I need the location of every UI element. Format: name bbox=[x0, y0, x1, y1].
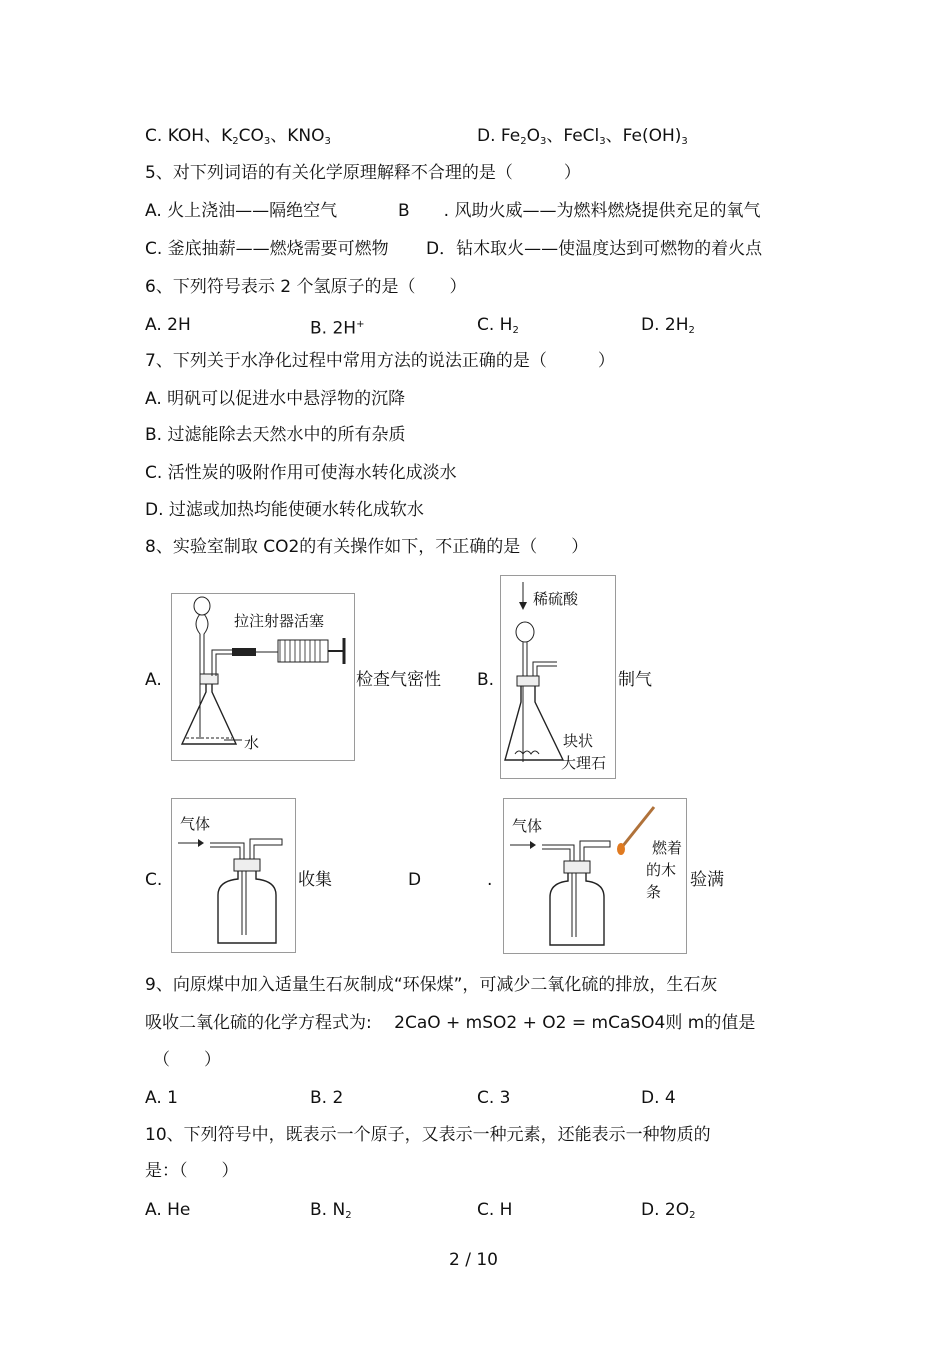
q7-option-c: C. 活性炭的吸附作用可使海水转化成淡水 bbox=[145, 463, 457, 483]
label-gas: 气体 bbox=[180, 815, 211, 833]
label-pull-syringe: 拉注射器活塞 bbox=[234, 612, 325, 630]
q7-stem: 7、下列关于水净化过程中常用方法的说法正确的是（ ） bbox=[145, 351, 615, 371]
q8-option-c-caption: 收集 bbox=[298, 870, 332, 890]
label-stick: 条 bbox=[646, 883, 662, 901]
q9-stem-line3: （ ） bbox=[153, 1050, 221, 1070]
q9-option-a: A. 1 bbox=[145, 1088, 178, 1108]
q6-option-d: D. $2H_2$ bbox=[641, 315, 695, 336]
q8-stem: 8、实验室制取 CO2的有关操作如下，不正确的是（ ） bbox=[145, 537, 589, 557]
q10-option-b: B. $N_2$ bbox=[310, 1200, 352, 1221]
q5-option-a: A. 火上浇油——隔绝空气 bbox=[145, 201, 338, 221]
q8-option-d-caption: 验满 bbox=[690, 870, 724, 890]
label-water: 水 bbox=[244, 734, 260, 752]
q7-option-d: D. 过滤或加热均能使硬水转化成软水 bbox=[145, 500, 424, 520]
q10-option-c: C. H bbox=[477, 1200, 513, 1220]
q6-option-b: B. 2H+ bbox=[310, 318, 365, 339]
q8-option-b-caption: 制气 bbox=[618, 670, 652, 690]
q6-option-a: A. 2H bbox=[145, 315, 191, 335]
label-lumpy: 块状 bbox=[563, 732, 594, 750]
q8-option-d-dot: . bbox=[487, 870, 493, 890]
q6-stem: 6、下列符号表示 2 个氢原子的是（ ） bbox=[145, 277, 467, 297]
q9-stem-line2: 吸收二氧化硫的化学方程式为: 2CaO + mSO2 + O2 = mCaSO4则 m的值是 bbox=[145, 1013, 756, 1033]
q8-option-c-prefix: C. bbox=[145, 870, 163, 890]
q7-option-b: B. 过滤能除去天然水中的所有杂质 bbox=[145, 425, 406, 445]
q8-option-b-prefix: B. bbox=[477, 670, 495, 690]
page-number: 2 / 10 bbox=[449, 1250, 498, 1270]
figure-gas-collection bbox=[171, 798, 296, 953]
q5-stem: 5、对下列词语的有关化学原理解释不合理的是（ ） bbox=[145, 163, 581, 183]
label-dilute-acid: 稀硫酸 bbox=[533, 590, 579, 608]
q8-option-a-caption: 检查气密性 bbox=[356, 670, 441, 690]
figure-gas-generation bbox=[500, 575, 616, 779]
q9-option-d: D. 4 bbox=[641, 1088, 676, 1108]
q9-stem-line1: 9、向原煤中加入适量生石灰制成“环保煤”，可减少二氧化硫的排放，生石灰 bbox=[145, 975, 718, 995]
q9-option-c: C. 3 bbox=[477, 1088, 511, 1108]
q4-option-c: C. KOH、$K_2CO_3$、$KNO_3$ bbox=[145, 126, 331, 147]
label-marble: 大理石 bbox=[561, 754, 607, 772]
q4-option-d: D. $Fe_2O_3$、FeCl$_3$、$Fe(OH)_3$ bbox=[477, 126, 688, 147]
q9-option-b: B. 2 bbox=[310, 1088, 344, 1108]
q10-option-a: A. He bbox=[145, 1200, 191, 1220]
q5-option-c: C. 釜底抽薪——燃烧需要可燃物 bbox=[145, 239, 389, 259]
label-burning: 燃着 bbox=[652, 839, 683, 857]
q10-stem-line2: 是：（ ） bbox=[145, 1161, 239, 1181]
q5-option-b: B . 风助火威——为燃料燃烧提供充足的氧气 bbox=[398, 201, 761, 221]
q6-option-c: C. $H_2$ bbox=[477, 315, 519, 336]
label-gas: 气体 bbox=[512, 817, 543, 835]
q8-option-d-prefix: D bbox=[408, 870, 422, 890]
q10-stem-line1: 10、下列符号中，既表示一个原子，又表示一种元素，还能表示一种物质的 bbox=[145, 1125, 711, 1145]
q10-option-d: D. $2O_2$ bbox=[641, 1200, 696, 1221]
q5-option-d: D．钻木取火——使温度达到可燃物的着火点 bbox=[426, 239, 763, 259]
label-wood: 的木 bbox=[646, 861, 677, 879]
q7-option-a: A. 明矾可以促进水中悬浮物的沉降 bbox=[145, 389, 406, 409]
q8-option-a-prefix: A. bbox=[145, 670, 162, 690]
figure-airtightness-check bbox=[171, 593, 355, 761]
figure-check-full bbox=[503, 798, 687, 954]
